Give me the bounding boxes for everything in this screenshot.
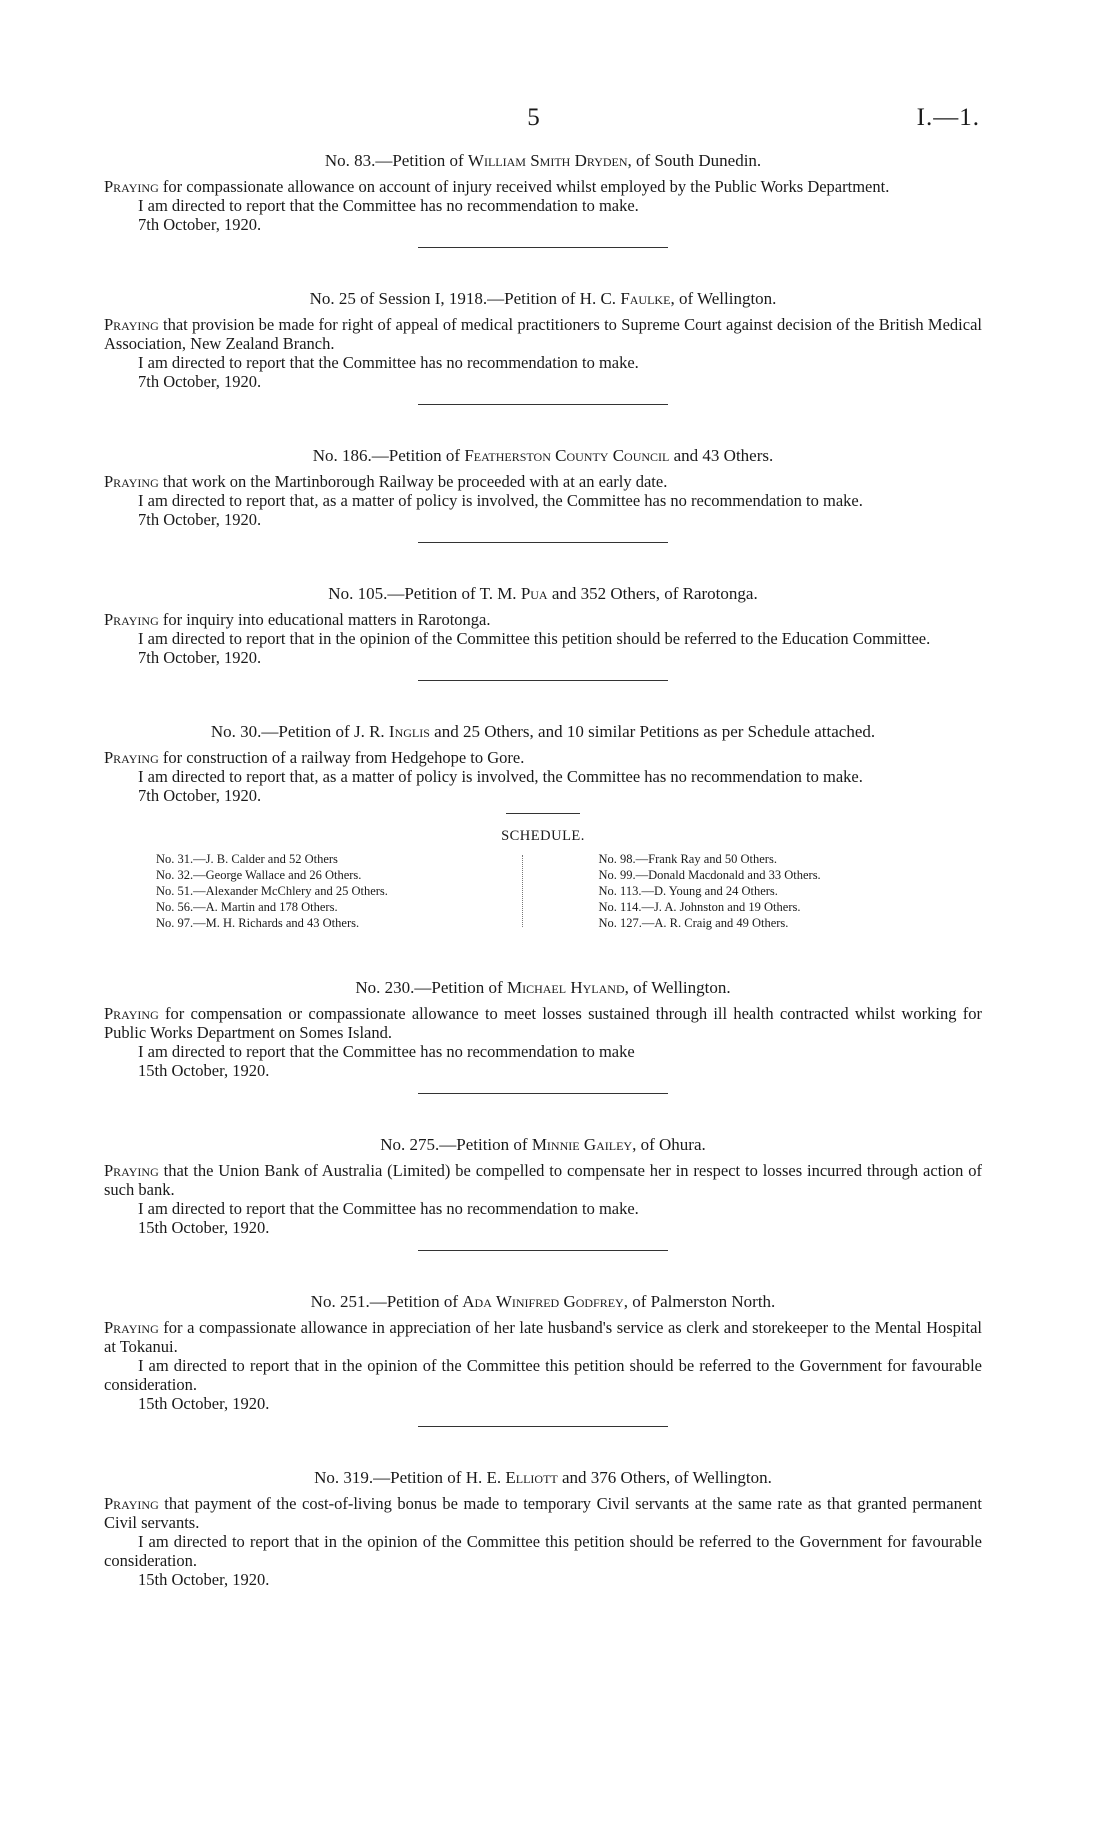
petitioner-name: Featherston County Council [464,446,670,465]
praying-label: Praying [104,472,159,491]
petition-number: No. 251.—Petition of [310,1292,463,1311]
praying-label: Praying [104,1318,159,1337]
petition-entry [104,150,982,248]
schedule-item: No. 56.—A. Martin and 178 Others. [156,900,338,914]
praying-paragraph [104,1494,982,1532]
section-divider [418,247,668,248]
petition-title [104,150,982,172]
petition-title-suffix: and 43 Others. [669,446,774,465]
schedule-item: No. 114.—J. A. Johnston and 19 Others. [598,900,801,914]
petition-entry [104,1467,982,1589]
report-date: 7th October, 1920. [138,215,262,234]
praying-paragraph [104,472,982,491]
praying-paragraph [104,315,982,353]
petition-title-suffix: and 25 Others, and 10 similar Petitions as per Schedule attached. [429,722,876,741]
petition-title-suffix: , of Ohura. [632,1135,706,1154]
petition-title-suffix: , of Wellington. [624,978,731,997]
report-paragraph: I am directed to report that the Committee has no recommendation to make. [138,196,639,215]
report-paragraph: I am directed to report that in the opinion of the Committee this petition should be referred to the Government for favourable consideration. [104,1356,982,1394]
praying-text: that payment of the cost-of-living bonus be made to temporary Civil servants at the same rate as that granted permanent Civil servants. [104,1494,982,1532]
praying-text: for compensation or compassionate allowance to meet losses sustained through ill health contracted whilst working for Public Works Department on Somes Island. [104,1004,982,1042]
petition-entry [104,721,982,814]
report-date: 7th October, 1920. [138,372,262,391]
petition-entry [104,977,982,1094]
petitioner-name: Michael Hyland [506,978,625,997]
praying-text: that work on the Martinborough Railway be proceeded with at an early date. [158,472,668,491]
report-paragraph: I am directed to report that the Committee has no recommendation to make [138,1042,635,1061]
schedule-title: SCHEDULE. [501,828,585,844]
section-divider [418,1250,668,1251]
praying-text: for construction of a railway from Hedgehope to Gore. [158,748,525,767]
petition-title [104,1291,982,1313]
section-divider [418,1093,668,1094]
petitioner-name: Inglis [388,722,430,741]
petition-title-suffix: and 376 Others, of Wellington. [557,1468,772,1487]
schedule-item: No. 31.—J. B. Calder and 52 Others [156,852,338,866]
section-divider [506,813,580,814]
praying-label: Praying [104,748,159,767]
report-paragraph: I am directed to report that the Committee has no recommendation to make. [138,353,639,372]
petition-title [104,445,982,467]
report-paragraph: I am directed to report that the Committee has no recommendation to make. [138,1199,639,1218]
section-divider [418,542,668,543]
report-date: 7th October, 1920. [138,510,262,529]
petition-number: No. 30.—Petition of J. R. [210,722,389,741]
praying-label: Praying [104,610,159,629]
schedule-item: No. 97.—M. H. Richards and 43 Others. [156,916,360,930]
praying-text: that provision be made for right of appeal of medical practitioners to Supreme Court against decision of the British Medical Association, New Zealand Branch. [104,315,982,353]
petitioner-name: Elliott [505,1468,558,1487]
page-number: 5 [527,104,540,131]
report-paragraph: I am directed to report that, as a matter of policy is involved, the Committee has no recommendation to make. [138,491,863,510]
report-paragraph: I am directed to report that, as a matter of policy is involved, the Committee has no recommendation to make. [138,767,863,786]
report-date: 7th October, 1920. [138,786,262,805]
petitioner-name: Ada Winifred Godfrey [462,1292,624,1311]
praying-paragraph [104,1161,982,1199]
praying-paragraph [104,177,982,196]
report-paragraph: I am directed to report that in the opinion of the Committee this petition should be referred to the Education Committee. [138,629,931,648]
petition-number: No. 186.—Petition of [312,446,465,465]
document-reference: I.—1. [916,104,980,131]
petition-number: No. 275.—Petition of [380,1135,532,1154]
praying-label: Praying [104,315,159,334]
petition-title-suffix: , of Palmerston North. [623,1292,776,1311]
section-divider [418,680,668,681]
petition-title [104,583,982,605]
petition-entry [104,1134,982,1251]
section-divider [418,404,668,405]
section-divider [418,1426,668,1427]
petitioner-name: Faulke [620,289,671,308]
petition-title-suffix: , of South Dunedin. [627,151,762,170]
petitioner-name: William Smith Dryden [467,151,628,170]
schedule-item: No. 99.—Donald Macdonald and 33 Others. [598,868,821,882]
schedule-table [122,851,964,931]
praying-text: that the Union Bank of Australia (Limited) be compelled to compensate her in respect to losses incurred through action of such bank. [104,1161,982,1199]
petition-title [104,721,982,743]
petitioner-name: Pua [520,584,548,603]
petition-number: No. 230.—Petition of [355,978,507,997]
petition-entry [104,1291,982,1427]
schedule-column-left [122,851,522,931]
petition-title [104,1467,982,1489]
praying-text: for a compassionate allowance in appreciation of her late husband's service as clerk and storekeeper to the Mental Hospital at Tokanui. [104,1318,982,1356]
petition-title [104,977,982,999]
schedule-section [104,828,982,931]
praying-label: Praying [104,177,159,196]
praying-paragraph [104,1004,982,1042]
petition-number: No. 25 of Session I, 1918.—Petition of H. C. [309,289,621,308]
petitioner-name: Minnie Gailey [531,1135,633,1154]
report-date: 15th October, 1920. [138,1570,270,1589]
petition-number: No. 105.—Petition of T. M. [328,584,521,603]
praying-label: Praying [104,1161,159,1180]
report-date: 15th October, 1920. [138,1218,270,1237]
schedule-item: No. 51.—Alexander McChlery and 25 Others. [156,884,388,898]
schedule-item: No. 113.—D. Young and 24 Others. [598,884,778,898]
petition-entry [104,445,982,543]
schedule-column-right [523,851,965,931]
petition-title [104,288,982,310]
petitions-content [104,150,982,1589]
praying-label: Praying [104,1004,159,1023]
petition-title-suffix: , of Wellington. [670,289,777,308]
praying-text: for inquiry into educational matters in Rarotonga. [158,610,491,629]
petition-number: No. 319.—Petition of H. E. [314,1468,506,1487]
schedule-item: No. 32.—George Wallace and 26 Others. [156,868,362,882]
schedule-item: No. 98.—Frank Ray and 50 Others. [598,852,777,866]
petition-entry [104,583,982,681]
praying-paragraph [104,748,982,767]
praying-text: for compassionate allowance on account of injury received whilst employed by the Public Works Department. [158,177,890,196]
report-date: 15th October, 1920. [138,1394,270,1413]
petition-title-suffix: and 352 Others, of Rarotonga. [547,584,758,603]
praying-paragraph [104,1318,982,1356]
schedule-item: No. 127.—A. R. Craig and 49 Others. [598,916,789,930]
petition-title [104,1134,982,1156]
petition-number: No. 83.—Petition of [324,151,468,170]
report-paragraph: I am directed to report that in the opinion of the Committee this petition should be referred to the Government for favourable consideration. [104,1532,982,1570]
praying-paragraph [104,610,982,629]
praying-label: Praying [104,1494,159,1513]
petition-entry [104,288,982,405]
report-date: 15th October, 1920. [138,1061,270,1080]
report-date: 7th October, 1920. [138,648,262,667]
